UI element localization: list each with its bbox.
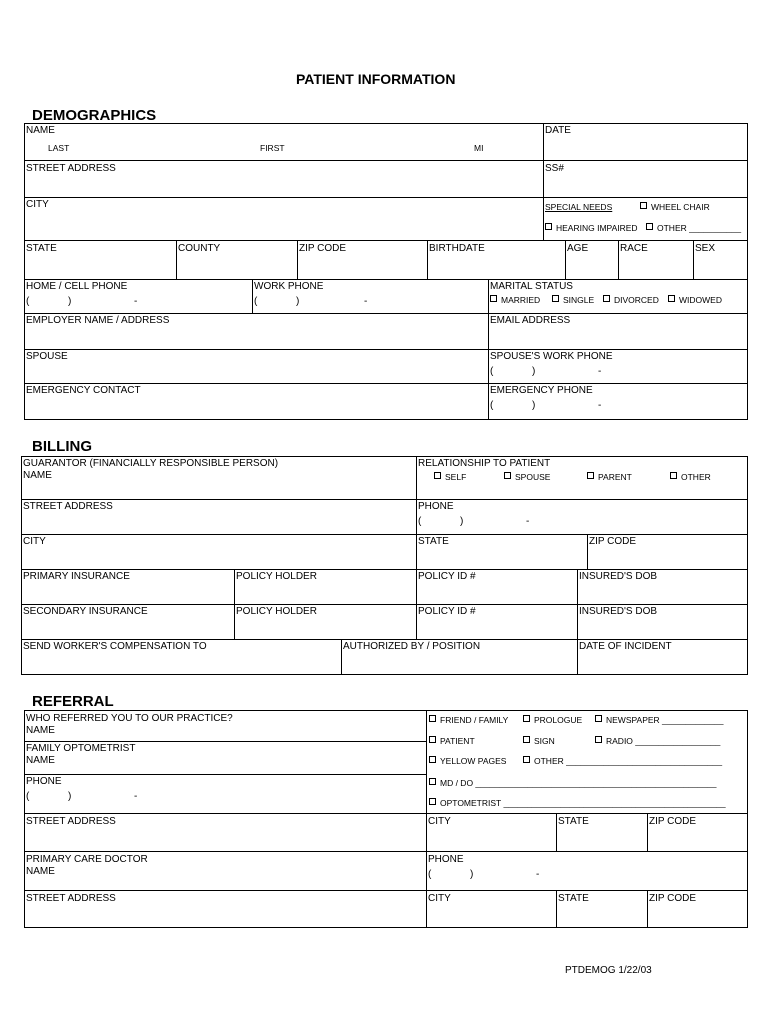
middle-initial-field[interactable]: MI — [474, 143, 484, 153]
referral-heading: REFERRAL — [32, 693, 114, 710]
checkbox-icon — [523, 715, 530, 722]
checkbox-icon — [552, 295, 559, 302]
hearing-impaired-checkbox[interactable]: HEARING IMPAIRED — [545, 223, 638, 233]
billing-state-field[interactable]: STATE — [418, 536, 449, 547]
checkbox-icon — [523, 736, 530, 743]
city-field[interactable]: CITY — [26, 199, 49, 210]
single-checkbox[interactable]: SINGLE — [552, 295, 594, 305]
checkbox-icon — [429, 756, 436, 763]
primary-care-city-field[interactable]: CITY — [428, 893, 451, 904]
newspaper-checkbox[interactable]: NEWSPAPER _____________ — [595, 715, 724, 725]
emergency-phone-field[interactable]: ( ) - — [490, 400, 602, 411]
billing-phone-field[interactable]: ( ) - — [418, 516, 530, 527]
primary-care-zip-field[interactable]: ZIP CODE — [649, 893, 697, 904]
primary-care-phone-field[interactable]: ( ) - — [428, 869, 540, 880]
spouse-field[interactable]: SPOUSE — [26, 351, 68, 362]
first-name-field[interactable]: FIRST — [260, 143, 285, 153]
billing-heading: BILLING — [32, 438, 92, 455]
zip-code-field[interactable]: ZIP CODE — [299, 243, 347, 254]
special-needs-other-checkbox[interactable]: OTHER ___________ — [646, 223, 741, 233]
street-address-field[interactable]: STREET ADDRESS — [26, 163, 116, 174]
name-label: NAME — [26, 125, 55, 136]
divorced-checkbox[interactable]: DIVORCED — [603, 295, 659, 305]
referral-state-field[interactable]: STATE — [558, 816, 589, 827]
secondary-policy-id-field[interactable]: POLICY ID # — [418, 606, 476, 617]
billing-city-field[interactable]: CITY — [23, 536, 46, 547]
primary-care-label: PRIMARY CARE DOCTOR — [26, 854, 148, 865]
primary-policy-id-field[interactable]: POLICY ID # — [418, 571, 476, 582]
marital-status-label: MARITAL STATUS — [490, 281, 573, 292]
date-of-incident-field[interactable]: DATE OF INCIDENT — [579, 641, 672, 652]
self-checkbox[interactable]: SELF — [434, 472, 466, 482]
demographics-table — [24, 123, 748, 420]
checkbox-icon — [434, 472, 441, 479]
patient-checkbox[interactable]: PATIENT — [429, 736, 475, 746]
checkbox-icon — [429, 715, 436, 722]
checkbox-icon — [670, 472, 677, 479]
primary-care-phone-label: PHONE — [428, 854, 464, 865]
billing-zip-field[interactable]: ZIP CODE — [589, 536, 637, 547]
checkbox-icon — [646, 223, 653, 230]
checkbox-icon — [603, 295, 610, 302]
secondary-insurance-field[interactable]: SECONDARY INSURANCE — [23, 606, 148, 617]
secondary-insured-dob-field[interactable]: INSURED'S DOB — [579, 606, 658, 617]
primary-care-state-field[interactable]: STATE — [558, 893, 589, 904]
friend-family-checkbox[interactable]: FRIEND / FAMILY — [429, 715, 508, 725]
checkbox-icon — [668, 295, 675, 302]
checkbox-icon — [523, 756, 530, 763]
emergency-phone-label: EMERGENCY PHONE — [490, 385, 593, 396]
checkbox-icon — [595, 736, 602, 743]
home-cell-phone-label: HOME / CELL PHONE — [26, 281, 128, 292]
ss-field[interactable]: SS# — [545, 163, 564, 174]
referral-phone-field[interactable]: ( ) - — [26, 791, 138, 802]
primary-care-name-field[interactable]: NAME — [26, 866, 55, 877]
md-do-checkbox[interactable]: MD / DO ___________________________________________________ — [429, 778, 717, 788]
family-optometrist-name-field[interactable]: NAME — [26, 755, 55, 766]
date-field[interactable]: DATE — [545, 125, 571, 136]
checkbox-icon — [504, 472, 511, 479]
email-field[interactable]: EMAIL ADDRESS — [490, 315, 571, 326]
primary-insurance-field[interactable]: PRIMARY INSURANCE — [23, 571, 130, 582]
last-name-field[interactable]: LAST — [48, 143, 70, 153]
demographics-heading: DEMOGRAPHICS — [32, 107, 157, 124]
state-field[interactable]: STATE — [26, 243, 57, 254]
relationship-label: RELATIONSHIP TO PATIENT — [418, 458, 551, 469]
county-field[interactable]: COUNTY — [178, 243, 221, 254]
authorized-by-field[interactable]: AUTHORIZED BY / POSITION — [343, 641, 481, 652]
workers-comp-field[interactable]: SEND WORKER'S COMPENSATION TO — [23, 641, 207, 652]
checkbox-icon — [429, 798, 436, 805]
primary-policy-holder-field[interactable]: POLICY HOLDER — [236, 571, 317, 582]
spouse-work-phone-label: SPOUSE'S WORK PHONE — [490, 351, 613, 362]
primary-insured-dob-field[interactable]: INSURED'S DOB — [579, 571, 658, 582]
work-phone-label: WORK PHONE — [254, 281, 324, 292]
relationship-other-checkbox[interactable]: OTHER — [670, 472, 711, 482]
prologue-checkbox[interactable]: PROLOGUE — [523, 715, 582, 725]
checkbox-icon — [429, 778, 436, 785]
referral-street-field[interactable]: STREET ADDRESS — [26, 816, 116, 827]
guarantor-name-field[interactable]: NAME — [23, 470, 52, 481]
birthdate-field[interactable]: BIRTHDATE — [429, 243, 485, 254]
checkbox-icon — [595, 715, 602, 722]
special-needs-label: SPECIAL NEEDS — [545, 202, 613, 212]
billing-phone-label: PHONE — [418, 501, 454, 512]
spouse-checkbox[interactable]: SPOUSE — [504, 472, 550, 482]
race-field[interactable]: RACE — [620, 243, 648, 254]
optometrist-checkbox[interactable]: OPTOMETRIST _______________________________________________ — [429, 798, 726, 808]
family-optometrist-label: FAMILY OPTOMETRIST — [26, 743, 136, 754]
checkbox-icon — [587, 472, 594, 479]
who-referred-label: WHO REFERRED YOU TO OUR PRACTICE? — [26, 713, 233, 724]
spouse-work-phone-field[interactable]: ( ) - — [490, 366, 602, 377]
married-checkbox[interactable]: MARRIED — [490, 295, 540, 305]
checkbox-icon — [545, 223, 552, 230]
billing-street-field[interactable]: STREET ADDRESS — [23, 501, 113, 512]
form-code: PTDEMOG 1/22/03 — [565, 965, 652, 976]
checkbox-icon — [490, 295, 497, 302]
referral-city-field[interactable]: CITY — [428, 816, 451, 827]
wheel-chair-checkbox[interactable]: WHEEL CHAIR — [640, 202, 710, 212]
widowed-checkbox[interactable]: WIDOWED — [668, 295, 722, 305]
referral-phone-label: PHONE — [26, 776, 62, 787]
who-referred-name-field[interactable]: NAME — [26, 725, 55, 736]
emergency-contact-field[interactable]: EMERGENCY CONTACT — [26, 385, 141, 396]
primary-care-street-field[interactable]: STREET ADDRESS — [26, 893, 116, 904]
work-phone-field[interactable]: ( ) - — [254, 296, 368, 307]
sign-checkbox[interactable]: SIGN — [523, 736, 555, 746]
radio-checkbox[interactable]: RADIO __________________ — [595, 736, 720, 746]
employer-field[interactable]: EMPLOYER NAME / ADDRESS — [26, 315, 170, 326]
sex-field[interactable]: SEX — [695, 243, 716, 254]
referral-zip-field[interactable]: ZIP CODE — [649, 816, 697, 827]
parent-checkbox[interactable]: PARENT — [587, 472, 632, 482]
referral-other-checkbox[interactable]: OTHER _________________________________ — [523, 756, 722, 766]
age-field[interactable]: AGE — [567, 243, 589, 254]
secondary-policy-holder-field[interactable]: POLICY HOLDER — [236, 606, 317, 617]
page-title: PATIENT INFORMATION — [296, 71, 456, 87]
checkbox-icon — [640, 202, 647, 209]
checkbox-icon — [429, 736, 436, 743]
yellow-pages-checkbox[interactable]: YELLOW PAGES — [429, 756, 506, 766]
home-phone-field[interactable]: ( ) - — [26, 296, 138, 307]
guarantor-label: GUARANTOR (FINANCIALLY RESPONSIBLE PERSON) — [23, 458, 279, 469]
